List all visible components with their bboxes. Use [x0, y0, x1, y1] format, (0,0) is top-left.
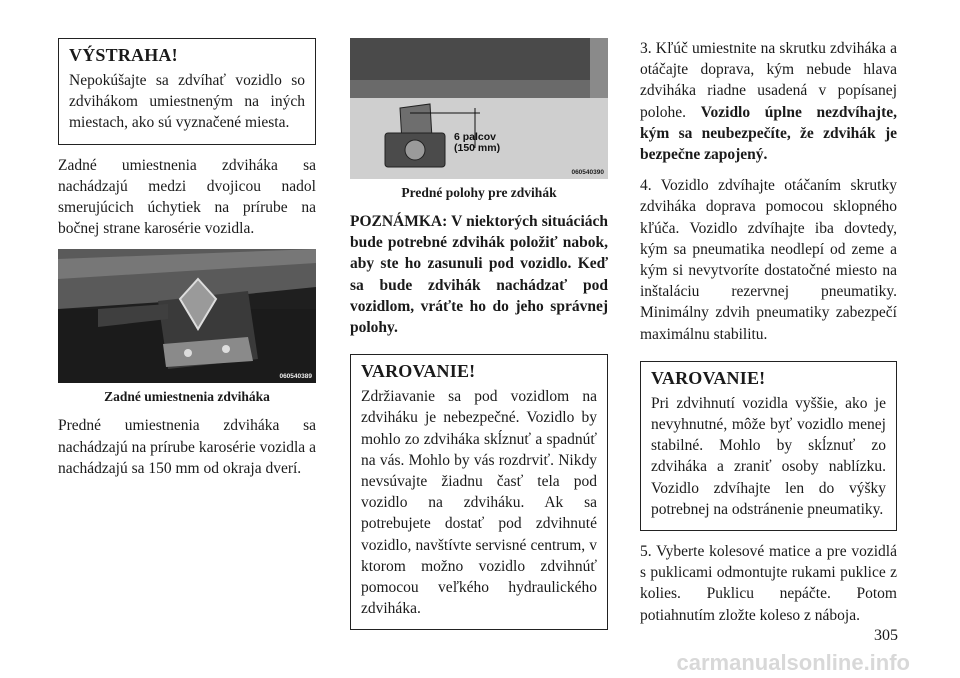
site-watermark: carmanualsonline.info: [676, 650, 910, 675]
distance-callout: [454, 132, 500, 154]
caution-box-middle: [350, 354, 608, 630]
front-jack-photo: [350, 38, 608, 179]
rear-jack-locations-text: Zadné umiestnenia zdviháka sa nachádzajú medzi dvojicou nadol smerujúcich úchytiek na prírube na bočnej strane karosérie vozidla.: [58, 156, 316, 238]
front-jack-locations-text: Predné umiestnenia zdviháka sa nachádzajú na prírube karosérie vozidla a nachádzajú sa 150 mm od okraja dverí.: [58, 417, 316, 477]
step-3-emphasis: Vozidlo úplne nezdvíhajte, kým sa neubezpečíte, že zdvihák je bezpečne zapojený.: [640, 103, 898, 164]
distance-callout-metric: (150 mm): [454, 142, 501, 154]
caution-title-right: VAROVANIE!: [651, 367, 766, 388]
warning-text: Nepokúšajte sa zdvíhať vozidlo so zdvihákom umiestneným na iných miestach, ako sú vyznačené miesta.: [69, 72, 305, 132]
rear-jack-photo: [58, 249, 316, 383]
note-text: POZNÁMKA: V niektorých situáciách bude potrebné zdvihák položiť nabok, aby ste ho zasunuli pod vozidlo. Keď sa bude zdvihák nachádzať pod vozidlom, vráťte ho do jeho správnej polohy.: [350, 213, 608, 337]
distance-callout-imperial: 6 palcov: [454, 131, 497, 143]
column-right: [640, 38, 897, 626]
caution-title-middle: VAROVANIE!: [361, 361, 476, 382]
rear-jack-caption: Zadné umiestnenia zdviháka: [104, 389, 270, 405]
caution-text-middle: Zdržiavanie sa pod vozidlom na zdviháku je nebezpečné. Vozidlo by mohlo zo zdviháka skĺznuť a spadnúť na vás. Mohlo by vás rozdrviť. Nikdy nevsúvajte žiadnu časť tela pod vozidlo na zdviháku. Ak sa potrebujete dostať pod zdvihnuté vozidlo, navštívte servisné centrum, v ktorom možno vozidlo zdvihnúť pomocou veľkého hydraulického zdviháka.: [361, 388, 597, 618]
rear-jack-illustration: [58, 249, 316, 383]
column-left: [58, 38, 316, 479]
step-3-text: [640, 38, 897, 165]
front-jack-image-code: 060540390: [571, 169, 604, 176]
caution-box-right: [640, 361, 897, 531]
rear-jack-image-code: 060540389: [279, 373, 312, 381]
column-middle: [350, 38, 608, 630]
front-jack-illustration: [350, 38, 608, 179]
warning-box: [58, 38, 316, 145]
front-jack-caption: Predné polohy pre zdvihák: [401, 185, 557, 200]
step-3-instruction: 3. Kľúč umiestnite na skrutku zdviháka a otáčajte doprava, kým nebude hlava zdviháka riadne usadená v popísanej polohe.: [640, 40, 897, 121]
page-number: 305: [874, 627, 898, 644]
caution-text-right: Pri zdvihnutí vozidla vyššie, ako je nevyhnutné, môže byť vozidlo menej stabilné. Mohlo by skĺznuť zo zdviháka a zraniť osoby nablízku. Vozidlo zdvíhajte len do výšky potrebnej na odstránenie pneumatiky.: [651, 394, 886, 518]
warning-title: VÝSTRAHA!: [69, 45, 178, 65]
step-5-text: 5. Vyberte kolesové matice a pre vozidlá s puklicami odmontujte rukami puklice z kolies. Puklicu nepáčte. Potom potiahnutím zložte koleso z nábojа.: [640, 543, 897, 624]
step-4-text: 4. Vozidlo zdvíhajte otáčaním skrutky zdviháka doprava pomocou sklopného kľúča. Vozidlo zdvíhajte iba dovtedy, kým sa pneumatika neodlepí od zeme a kým si nevytvoríte dostatočné miesto na inštaláciu rezervnej pneumatiky. Minimálny zdvih pneumatiky zabezpečí maximálnu stabilitu.: [640, 177, 897, 343]
